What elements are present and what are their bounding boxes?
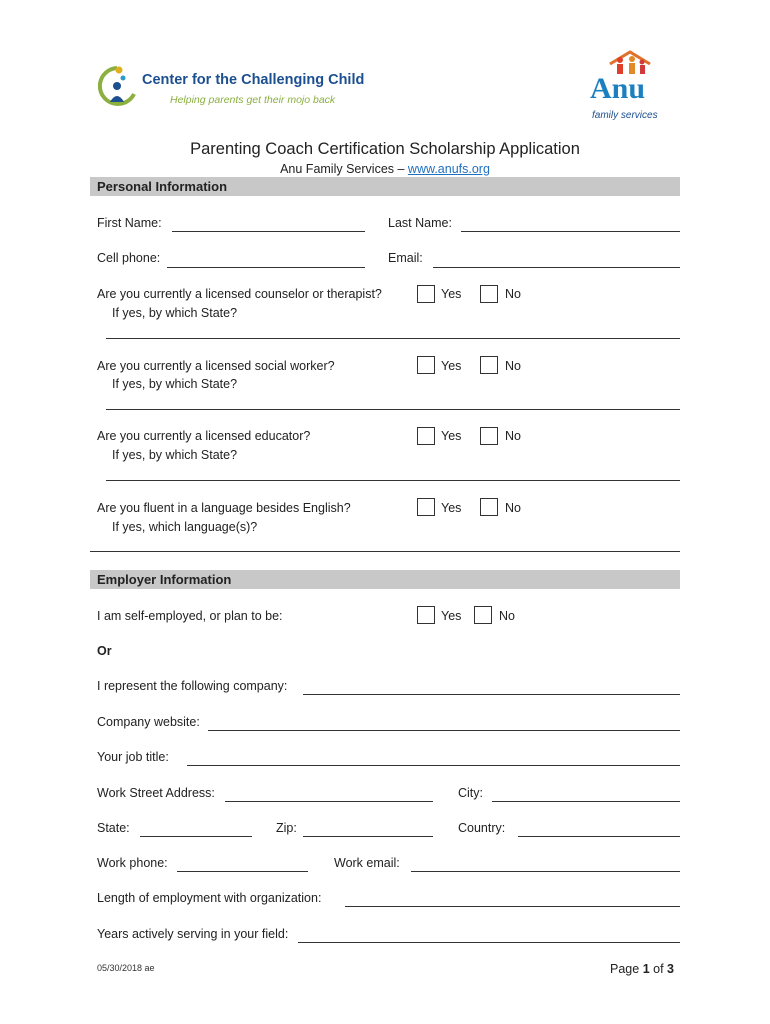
self-employed-no-label: No — [499, 609, 515, 623]
left-logo — [98, 64, 378, 114]
website-field[interactable] — [208, 730, 680, 731]
years-field[interactable] — [298, 942, 680, 943]
self-employed-no-checkbox[interactable] — [474, 606, 492, 624]
cell-phone-label: Cell phone: — [97, 251, 161, 265]
question-social-worker-sub: If yes, by which State? — [112, 377, 238, 391]
personal-info-bar — [90, 177, 680, 196]
question-counselor-sub: If yes, by which State? — [112, 306, 238, 320]
country-label: Country: — [458, 821, 506, 835]
country-field[interactable] — [518, 836, 680, 837]
educator-state-field[interactable] — [106, 480, 680, 481]
educator-no-label: No — [505, 429, 521, 443]
last-name-field[interactable] — [461, 231, 680, 232]
languages-field[interactable] — [90, 551, 680, 552]
length-field[interactable] — [345, 906, 680, 907]
language-yes-checkbox[interactable] — [417, 498, 435, 516]
website-label: Company website: — [97, 715, 200, 729]
counselor-state-field[interactable] — [106, 338, 680, 339]
company-field[interactable] — [303, 694, 680, 695]
work-email-label: Work email: — [334, 856, 400, 870]
right-logo — [586, 50, 666, 126]
employer-info-bar — [90, 570, 680, 589]
educator-no-checkbox[interactable] — [480, 427, 498, 445]
zip-field[interactable] — [303, 836, 433, 837]
question-educator-sub: If yes, by which State? — [112, 448, 238, 462]
question-social-worker: Are you currently a licensed social worker? — [97, 359, 335, 373]
social-worker-no-label: No — [505, 359, 521, 373]
language-yes-label: Yes — [441, 501, 462, 515]
page-current: 1 — [642, 962, 650, 976]
personal-info-heading: Personal Information — [97, 179, 228, 194]
job-title-label: Your job title: — [97, 750, 169, 764]
educator-yes-label: Yes — [441, 429, 462, 443]
social-worker-no-checkbox[interactable] — [480, 356, 498, 374]
child-logo-icon — [98, 64, 136, 112]
self-employed-yes-label: Yes — [441, 609, 462, 623]
city-field[interactable] — [492, 801, 680, 802]
last-name-label: Last Name: — [388, 216, 452, 230]
page-title: Parenting Coach Certification Scholarship Application — [190, 140, 580, 158]
page-number — [610, 962, 674, 976]
page-word: Page — [610, 962, 640, 976]
work-email-field[interactable] — [411, 871, 680, 872]
left-logo-tagline: Helping parents get their mojo back — [170, 94, 336, 106]
question-language: Are you fluent in a language besides English? — [97, 501, 351, 515]
counselor-yes-label: Yes — [441, 287, 462, 301]
email-label: Email: — [388, 251, 423, 265]
social-worker-yes-label: Yes — [441, 359, 462, 373]
first-name-field[interactable] — [172, 231, 365, 232]
state-label: State: — [97, 821, 130, 835]
page-total: 3 — [667, 962, 674, 976]
social-worker-state-field[interactable] — [106, 409, 680, 410]
page-subtitle — [0, 162, 770, 176]
city-label: City: — [458, 786, 483, 800]
street-field[interactable] — [225, 801, 433, 802]
social-worker-yes-checkbox[interactable] — [417, 356, 435, 374]
employer-info-heading: Employer Information — [97, 572, 232, 587]
right-logo-name: Anu — [590, 72, 646, 105]
footer-date: 05/30/2018 ae — [97, 963, 155, 973]
work-phone-label: Work phone: — [97, 856, 168, 870]
company-label: I represent the following company: — [97, 679, 288, 693]
self-employed-yes-checkbox[interactable] — [417, 606, 435, 624]
self-employed-label: I am self-employed, or plan to be: — [97, 609, 283, 623]
language-no-label: No — [505, 501, 521, 515]
length-label: Length of employment with organization: — [97, 891, 322, 905]
street-label: Work Street Address: — [97, 786, 215, 800]
language-no-checkbox[interactable] — [480, 498, 498, 516]
state-field[interactable] — [140, 836, 252, 837]
question-educator: Are you currently a licensed educator? — [97, 429, 311, 443]
counselor-no-checkbox[interactable] — [480, 285, 498, 303]
of-word: of — [653, 962, 664, 976]
right-logo-tagline: family services — [592, 110, 658, 121]
zip-label: Zip: — [276, 821, 297, 835]
left-logo-name: Center for the Challenging Child — [142, 72, 365, 88]
years-label: Years actively serving in your field: — [97, 927, 289, 941]
subtitle-text: Anu Family Services – — [280, 162, 408, 176]
counselor-yes-checkbox[interactable] — [417, 285, 435, 303]
website-link[interactable]: www.anufs.org — [407, 162, 490, 176]
first-name-label: First Name: — [97, 216, 162, 230]
educator-yes-checkbox[interactable] — [417, 427, 435, 445]
cell-phone-field[interactable] — [167, 267, 365, 268]
email-field[interactable] — [433, 267, 680, 268]
job-title-field[interactable] — [187, 765, 680, 766]
counselor-no-label: No — [505, 287, 521, 301]
question-language-sub: If yes, which language(s)? — [112, 520, 258, 534]
or-label: Or — [97, 644, 112, 658]
question-counselor: Are you currently a licensed counselor or therapist? — [97, 287, 382, 301]
work-phone-field[interactable] — [177, 871, 308, 872]
